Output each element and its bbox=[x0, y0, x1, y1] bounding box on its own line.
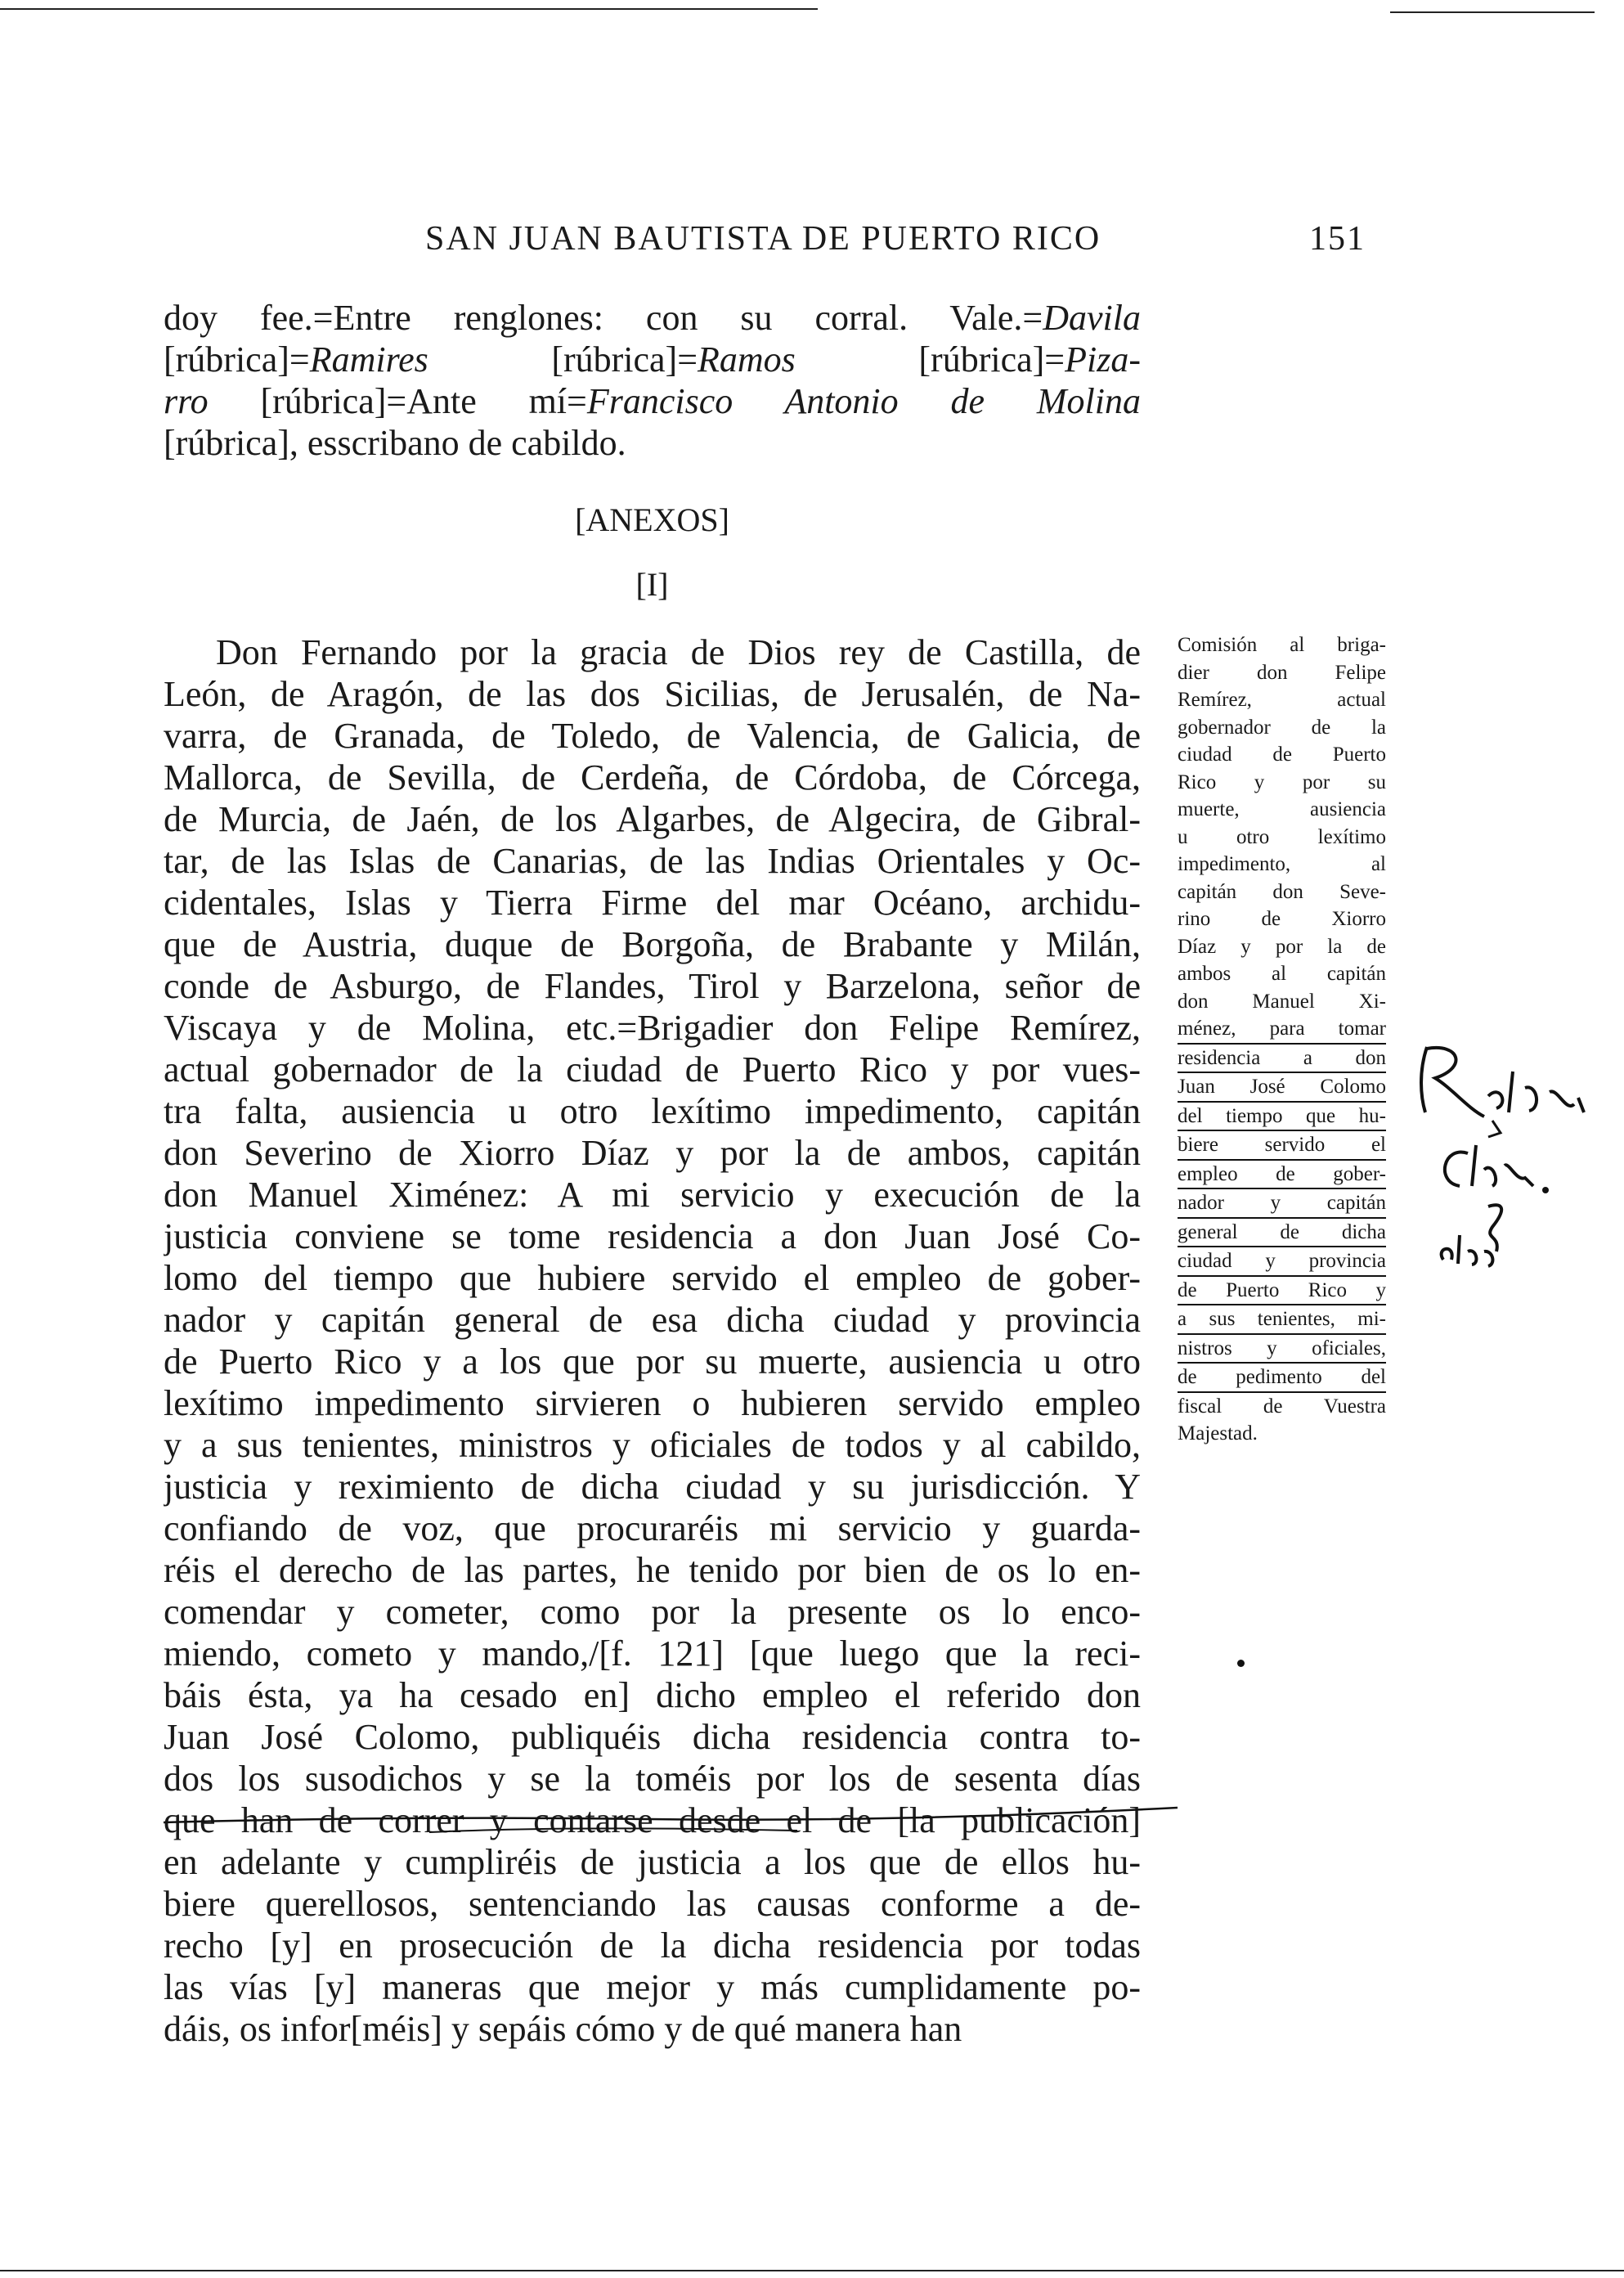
marginal-line: Remírez, actual bbox=[1178, 689, 1386, 711]
text-line: Juan José Colomo, publiquéis dicha residencia contra to- bbox=[164, 1717, 1141, 1757]
marginal-line: de Puerto Rico y bbox=[1178, 1277, 1386, 1306]
text-line: tar, de las Islas de Canarias, de las Indias Orientales y Oc- bbox=[164, 841, 1141, 881]
page-number: 151 bbox=[1309, 220, 1366, 258]
marginal-line: Díaz y por la de bbox=[1178, 935, 1386, 958]
marginal-line: gobernador de la bbox=[1178, 716, 1386, 739]
ink-dot bbox=[1237, 1660, 1245, 1667]
text-line: rro [rúbrica]=Ante mí=Francisco Antonio de Molina bbox=[164, 381, 1141, 421]
text-line: recho [y] en prosecución de la dicha residencia por todas bbox=[164, 1925, 1141, 1966]
text-line: biere querellosos, sentenciando las causas conforme a de- bbox=[164, 1884, 1141, 1924]
handwritten-annotation bbox=[1411, 1039, 1599, 1276]
marginal-line: Comisión al briga- bbox=[1178, 634, 1386, 656]
text-line: justicia y reximiento de dicha ciudad y su jurisdicción. Y bbox=[164, 1467, 1141, 1507]
marginal-line: biere servido el bbox=[1178, 1131, 1386, 1161]
pen-underline bbox=[159, 1783, 1182, 1849]
marginal-line: Majestad. bbox=[1178, 1422, 1258, 1445]
text-line: Don Fernando por la gracia de Dios rey de Castilla, de bbox=[216, 632, 1141, 672]
marginal-line: u otro lexítimo bbox=[1178, 825, 1386, 848]
text-line: don Manuel Ximénez: A mi servicio y execución de la bbox=[164, 1175, 1141, 1215]
text-line: lomo del tiempo que hubiere servido el empleo de gober- bbox=[164, 1258, 1141, 1298]
scan-edge-line bbox=[0, 2270, 1624, 2271]
text-line: don Severino de Xiorro Díaz y por la de ambos, capitán bbox=[164, 1133, 1141, 1173]
scan-edge-line bbox=[1390, 11, 1595, 13]
marginal-line: ciudad de Puerto bbox=[1178, 744, 1386, 766]
marginal-line: Juan José Colomo bbox=[1178, 1073, 1386, 1103]
text-line: y a sus tenientes, ministros y oficiales de todos y al cabildo, bbox=[164, 1425, 1141, 1465]
text-line: actual gobernador de la ciudad de Puerto Rico y por vues- bbox=[164, 1049, 1141, 1090]
marginal-line: nistros y oficiales, bbox=[1178, 1335, 1386, 1364]
text-line: doy fee.=Entre renglones: con su corral. Vale.=Davila bbox=[164, 298, 1141, 338]
text-line: las vías [y] maneras que mejor y más cumplidamente po- bbox=[164, 1967, 1141, 2007]
text-line: de Puerto Rico y a los que por su muerte, ausiencia u otro bbox=[164, 1341, 1141, 1382]
text-line: dos los susodichos y se la toméis por los de sesenta días bbox=[164, 1759, 1141, 1799]
opening-paragraph bbox=[164, 297, 1141, 464]
text-line: lexítimo impedimento sirvieren o hubieren servido empleo bbox=[164, 1383, 1141, 1423]
running-title: SAN JUAN BAUTISTA DE PUERTO RICO bbox=[425, 220, 1101, 258]
marginal-line: don Manuel Xi- bbox=[1178, 990, 1386, 1013]
text-line: en adelante y cumpliréis de justicia a los que de ellos hu- bbox=[164, 1842, 1141, 1882]
text-line: justicia conviene se tome residencia a don Juan José Co- bbox=[164, 1216, 1141, 1256]
text-line: nador y capitán general de esa dicha ciudad y provincia bbox=[164, 1300, 1141, 1340]
text-line: [rúbrica], esscribano de cabildo. bbox=[164, 423, 626, 463]
text-line: réis el derecho de las partes, he tenido por bien de os lo en- bbox=[164, 1550, 1141, 1590]
marginal-note bbox=[1178, 631, 1386, 1448]
marginal-line: ménez, para tomar bbox=[1178, 1015, 1386, 1045]
marginal-line: dier don Felipe bbox=[1178, 661, 1386, 684]
marginal-line: nador y capitán bbox=[1178, 1189, 1386, 1219]
text-line: que han de correr y contarse desde el de [la publicación] bbox=[164, 1800, 1141, 1840]
marginal-line: ambos al capitán bbox=[1178, 963, 1386, 985]
text-line: [rúbrica]=Ramires [rúbrica]=Ramos [rúbrica]=Piza- bbox=[164, 339, 1141, 380]
scan-edge-line bbox=[0, 8, 818, 10]
text-line: báis ésta, ya ha cesado en] dicho empleo el referido don bbox=[164, 1675, 1141, 1715]
text-line: Viscaya y de Molina, etc.=Brigadier don Felipe Remírez, bbox=[164, 1008, 1141, 1048]
text-line: comendar y cometer, como por la presente os lo enco- bbox=[164, 1592, 1141, 1632]
text-line: cidentales, Islas y Tierra Firme del mar Océano, archidu- bbox=[164, 883, 1141, 923]
text-line: conde de Asburgo, de Flandes, Tirol y Barzelona, señor de bbox=[164, 966, 1141, 1006]
marginal-line: Rico y por su bbox=[1178, 771, 1386, 793]
marginal-line: capitán don Seve- bbox=[1178, 880, 1386, 903]
marginal-line: muerte, ausiencia bbox=[1178, 798, 1386, 820]
marginal-line: fiscal de Vuestra bbox=[1178, 1395, 1386, 1418]
marginal-line: de pedimento del bbox=[1178, 1364, 1386, 1393]
text-line: de Murcia, de Jaén, de los Algarbes, de Algecira, de Gibral- bbox=[164, 799, 1141, 839]
text-line: Mallorca, de Sevilla, de Cerdeña, de Córdoba, de Córcega, bbox=[164, 757, 1141, 798]
marginal-line: empleo de gober- bbox=[1178, 1161, 1386, 1190]
marginal-line: rino de Xiorro bbox=[1178, 908, 1386, 930]
text-line: dáis, os infor[méis] y sepáis cómo y de qué manera han bbox=[164, 2009, 962, 2049]
marginal-line: residencia a don bbox=[1178, 1045, 1386, 1074]
annex-number: [I] bbox=[635, 566, 669, 603]
text-line: confiando de voz, que procuraréis mi servicio y guarda- bbox=[164, 1508, 1141, 1548]
marginal-line: general de dicha bbox=[1178, 1219, 1386, 1248]
text-line: que de Austria, duque de Borgoña, de Brabante y Milán, bbox=[164, 924, 1141, 964]
text-line: miendo, cometo y mando,/[f. 121] [que luego que la reci- bbox=[164, 1633, 1141, 1674]
text-line: León, de Aragón, de las dos Sicilias, de Jerusalén, de Na- bbox=[164, 674, 1141, 714]
marginal-line: a sus tenientes, mi- bbox=[1178, 1305, 1386, 1335]
marginal-line: impedimento, al bbox=[1178, 853, 1386, 875]
marginal-line: ciudad y provincia bbox=[1178, 1247, 1386, 1277]
marginal-line: del tiempo que hu- bbox=[1178, 1103, 1386, 1132]
text-line: tra falta, ausiencia u otro lexítimo impedimento, capitán bbox=[164, 1091, 1141, 1131]
text-line: varra, de Granada, de Toledo, de Valencia, de Galicia, de bbox=[164, 716, 1141, 756]
annex-heading: [ANEXOS] bbox=[575, 501, 729, 538]
